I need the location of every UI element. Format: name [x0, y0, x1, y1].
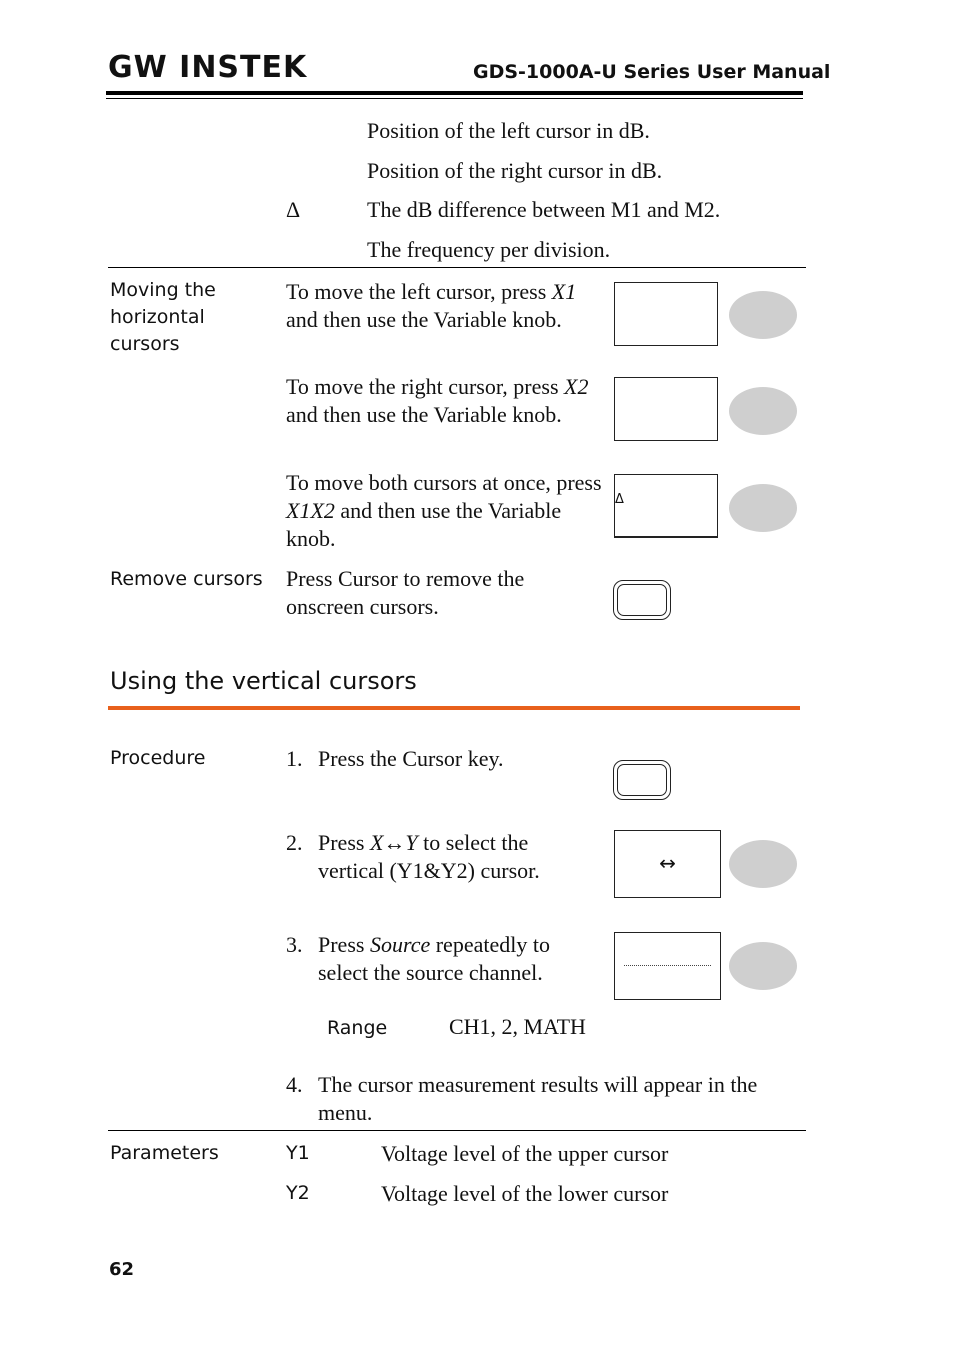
softkey-button-x1x2[interactable] — [729, 484, 797, 532]
step-move-left-cursor — [286, 278, 606, 334]
param-left-cursor-db: Position of the left cursor in dB. — [367, 118, 650, 143]
cursor-key-button[interactable] — [613, 760, 671, 800]
step-move-right-cursor — [286, 373, 606, 429]
softkey-menu-box-xy — [614, 830, 721, 898]
brand-logo: GW INSTEK — [108, 50, 308, 85]
key-name: X1X2 — [286, 498, 335, 523]
step-press-cursor: Press the Cursor key. — [318, 746, 504, 771]
header-rule-thin — [106, 98, 803, 99]
moving-cursors-label: Moving the horizontal cursors — [110, 279, 216, 355]
step-number-1: 1. — [286, 746, 303, 771]
step-press-xy — [318, 829, 588, 885]
step-number-2: 2. — [286, 830, 303, 855]
dotted-separator — [624, 965, 711, 966]
param-delta-symbol: Δ — [286, 197, 301, 222]
remove-cursors-text: Press Cursor to remove the onscreen cursors. — [286, 566, 525, 619]
key-inner — [617, 764, 667, 796]
section-accent-rule — [108, 706, 800, 710]
param-y1-desc: Voltage level of the upper cursor — [381, 1141, 669, 1166]
range-label: Range — [327, 1017, 388, 1039]
key-name: X2 — [564, 374, 589, 399]
param-y2-desc: Voltage level of the lower cursor — [381, 1181, 669, 1206]
softkey-menu-box-x1x2 — [614, 474, 718, 538]
header-rule-thick — [106, 91, 803, 95]
step-text: and then use the Variable knob. — [286, 307, 562, 332]
step-results-appear: The cursor measurement results will appear in the menu. — [318, 1072, 758, 1125]
step-text: Press — [318, 830, 370, 855]
softkey-button-source[interactable] — [729, 942, 797, 990]
step-number-4: 4. — [286, 1072, 303, 1097]
step-number-3: 3. — [286, 932, 303, 957]
manual-title: GDS-1000A-U Series User Manual — [473, 61, 831, 83]
softkey-button-x2[interactable] — [729, 387, 797, 435]
param-y1-symbol: Y1 — [286, 1142, 310, 1164]
step-text: and then use the Variable knob. — [286, 402, 562, 427]
step-text: To move the left cursor, press — [286, 279, 552, 304]
divider — [108, 1130, 806, 1131]
step-text: To move both cursors at once, press — [286, 470, 602, 495]
key-inner — [617, 584, 667, 616]
softkey-menu-box-x2 — [614, 377, 718, 441]
divider — [108, 267, 806, 268]
key-name: X1 — [551, 279, 577, 304]
cursor-key-button[interactable] — [613, 580, 671, 620]
key-name: Source — [369, 932, 431, 957]
page-number: 62 — [109, 1259, 135, 1280]
step-press-source — [318, 931, 598, 987]
param-db-difference: The dB difference between M1 and M2. — [367, 197, 721, 222]
step-text: and then use the Variable knob. — [286, 498, 562, 551]
param-right-cursor-db: Position of the right cursor in dB. — [367, 158, 663, 183]
remove-cursors-label: Remove cursors — [110, 568, 263, 590]
arrow-icon: ↔ — [659, 851, 676, 875]
section-title: Using the vertical cursors — [110, 667, 417, 695]
softkey-button-x1[interactable] — [729, 291, 797, 339]
softkey-button-xy[interactable] — [729, 840, 797, 888]
parameters-label: Parameters — [110, 1142, 219, 1164]
param-frequency-per-div: The frequency per division. — [367, 237, 611, 262]
softkey-menu-box-x1 — [614, 282, 718, 346]
step-text: to select the vertical (Y1&Y2) cursor. — [318, 830, 540, 883]
step-move-both-cursors — [286, 469, 606, 553]
param-y2-symbol: Y2 — [286, 1182, 310, 1204]
key-name: X↔Y — [369, 830, 418, 855]
step-text: To move the right cursor, press — [286, 374, 565, 399]
range-value: CH1, 2, MATH — [449, 1014, 586, 1039]
step-text: Press — [318, 932, 370, 957]
delta-symbol: Δ — [615, 492, 624, 507]
procedure-label: Procedure — [110, 747, 206, 769]
step-text: repeatedly to select the source channel. — [318, 932, 550, 985]
softkey-menu-box-source — [614, 932, 721, 1000]
